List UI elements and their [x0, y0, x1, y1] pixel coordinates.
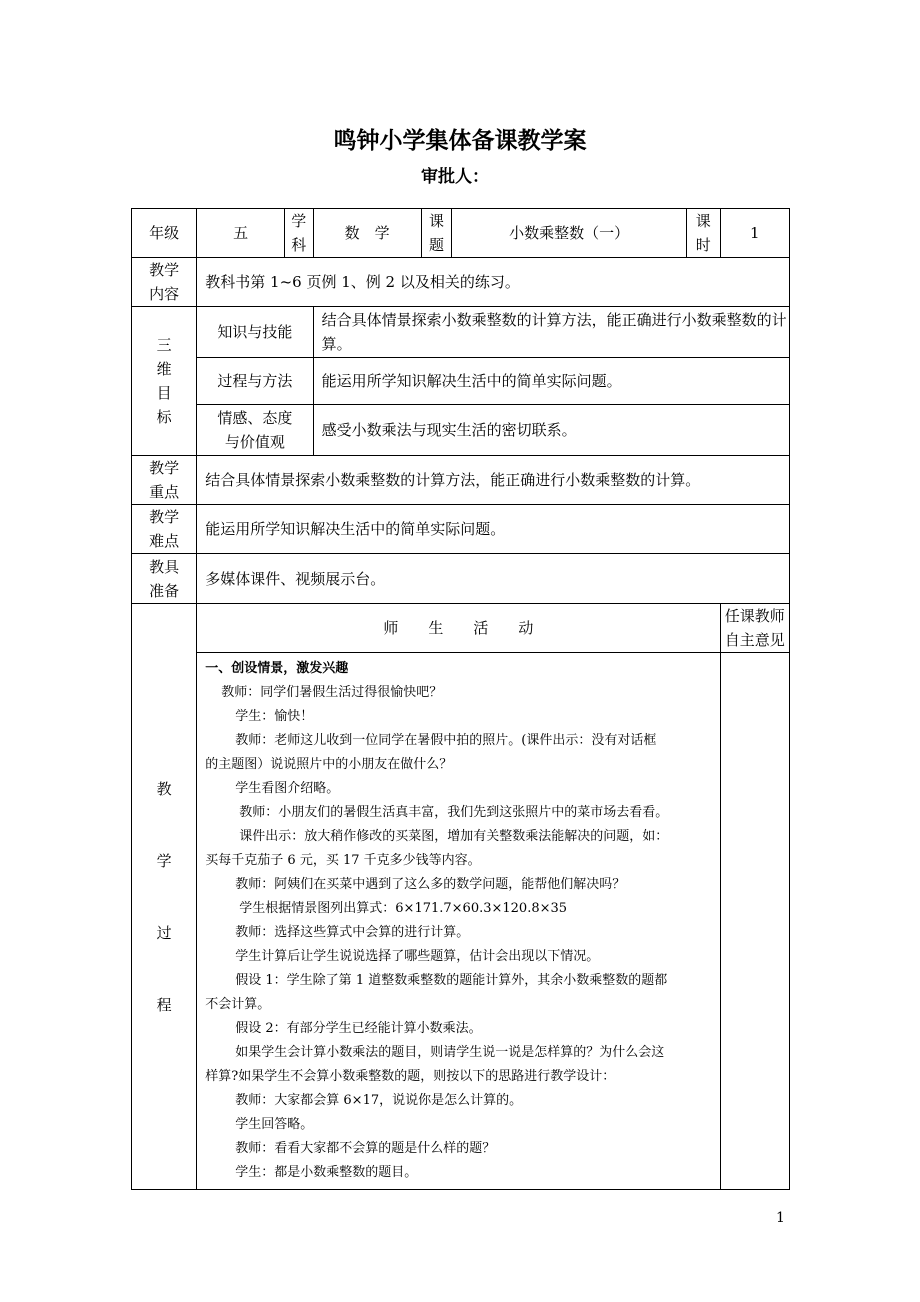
objective-label-emotion: 情感、态度 与价值观 [197, 405, 313, 456]
process-line: 学生：都是小数乘整数的题目。 [235, 1165, 418, 1180]
process-header: 师 生 活 动 [197, 604, 720, 653]
subject-value: 数 学 [313, 209, 421, 258]
objective-label-process: 过程与方法 [197, 358, 313, 405]
process-line: 假设 2：有部分学生已经能计算小数乘法。 [235, 1021, 482, 1036]
teacher-opinion-header: 任课教师 自主意见 [720, 604, 789, 653]
process-label: 教 学 过 程 [132, 604, 197, 1190]
process-line: 学生看图介绍略。 [235, 781, 340, 796]
process-line: 学生回答略。 [235, 1117, 314, 1132]
process-line: 如果学生会计算小数乘法的题目，则请学生说一说是怎样算的？为什么会这 [235, 1045, 665, 1060]
process-line: 教师：小朋友们的暑假生活真丰富，我们先到这张照片中的菜市场去看看。 [239, 805, 669, 820]
period-value: 1 [720, 209, 789, 258]
teacher-opinion-cell [720, 653, 789, 1190]
lesson-plan-table [131, 208, 790, 1190]
subject-label: 学 科 [285, 209, 314, 258]
tools-row [132, 554, 790, 604]
process-line: 样算?如果学生不会算小数乘整数的题，则按以下的思路进行教学设计： [205, 1069, 616, 1084]
document-title: 鸣钟小学集体备课教学案 [333, 127, 587, 154]
process-line: 教师：大家都会算 6×17，说说你是怎么计算的。 [235, 1093, 523, 1108]
difficulties-label: 教学 难点 [132, 505, 197, 554]
process-line: 教师：老师这儿收到一位同学在暑假中拍的照片。(课件出示：没有对话框 [235, 733, 657, 748]
process-body-row [132, 653, 790, 1190]
process-line: 教师：同学们暑假生活过得很愉快吧？ [221, 685, 443, 700]
process-line: 学生根据情景图列出算式：6×171.7×60.3×120.8×35 [239, 901, 568, 916]
key-points-text: 结合具体情景探索小数乘整数的计算方法，能正确进行小数乘整数的计算。 [197, 456, 790, 505]
difficulties-text: 能运用所学知识解决生活中的简单实际问题。 [197, 505, 790, 554]
content-row [132, 258, 790, 307]
page-number: 1 [776, 1210, 785, 1226]
difficulties-row [132, 505, 790, 554]
objective-text-emotion: 感受小数乘法与现实生活的密切联系。 [313, 405, 789, 456]
period-label: 课 时 [686, 209, 720, 258]
process-line: 教师：看看大家都不会算的题是什么样的题？ [235, 1141, 496, 1156]
objectives-label: 三 维 目 标 [132, 307, 197, 456]
process-line: 学生计算后让学生说说选择了哪些题算，估计会出现以下情况。 [235, 949, 600, 964]
objective-row-knowledge [132, 307, 790, 358]
objective-row-process [132, 358, 790, 405]
objective-text-knowledge: 结合具体情景探索小数乘整数的计算方法，能正确进行小数乘整数的计算。 [313, 307, 789, 358]
key-points-row [132, 456, 790, 505]
objective-label-knowledge: 知识与技能 [197, 307, 313, 358]
topic-value: 小数乘整数（一） [452, 209, 687, 258]
content-text: 教科书第 1~6 页例 1、例 2 以及相关的练习。 [197, 258, 790, 307]
process-line: 学生：愉快！ [235, 709, 314, 724]
process-line: 教师：选择这些算式中会算的进行计算。 [235, 925, 470, 940]
process-body [197, 653, 720, 1190]
topic-label: 课 题 [421, 209, 452, 258]
objective-text-process: 能运用所学知识解决生活中的简单实际问题。 [313, 358, 789, 405]
grade-label: 年级 [132, 209, 197, 258]
process-line: 教师：阿姨们在买菜中遇到了这么多的数学问题，能帮他们解决吗？ [235, 877, 626, 892]
process-line: 的主题图）说说照片中的小朋友在做什么？ [205, 757, 453, 772]
approver-label: 审批人： [421, 167, 489, 187]
process-line: 假设 1：学生除了第 1 道整数乘整数的题能计算外，其余小数乘整数的题都 [235, 973, 668, 988]
section-heading: 一、创设情景，激发兴趣 [205, 661, 349, 676]
grade-value: 五 [197, 209, 285, 258]
tools-label: 教具 准备 [132, 554, 197, 604]
process-line: 不会计算。 [205, 997, 271, 1012]
process-line: 课件出示：放大稍作修改的买菜图，增加有关整数乘法能解决的问题，如： [239, 829, 669, 844]
content-label: 教学 内容 [132, 258, 197, 307]
objective-row-emotion [132, 405, 790, 456]
process-line: 买每千克茄子 6 元，买 17 千克多少钱等内容。 [205, 853, 481, 868]
key-points-label: 教学 重点 [132, 456, 197, 505]
tools-text: 多媒体课件、视频展示台。 [197, 554, 790, 604]
header-row [132, 209, 790, 258]
process-header-row [132, 604, 790, 653]
